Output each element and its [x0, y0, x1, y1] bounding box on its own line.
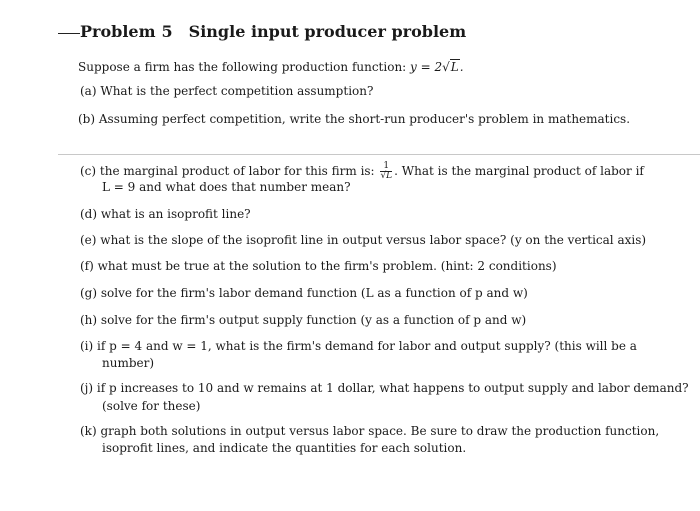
problem-title: Problem [80, 22, 156, 41]
question-c-line2: L = 9 and what does that number mean? [102, 180, 351, 194]
question-label: (a) [80, 84, 97, 98]
question-label: (g) [80, 286, 98, 300]
question-label: (f) [80, 259, 94, 273]
question-label: (i) [80, 339, 94, 353]
question-d [80, 207, 251, 222]
question-c [80, 162, 644, 181]
question-k [80, 424, 659, 439]
question-label: (e) [80, 233, 97, 247]
problem-number: 5 [161, 22, 173, 41]
question-label: (k) [80, 424, 97, 438]
question-b [78, 112, 630, 127]
question-h [80, 313, 526, 328]
question-j-line2: (solve for these) [102, 399, 201, 413]
question-text: if p = 4 and w = 1, what is the firm's demand for labor and output supply? (this will be a [97, 339, 637, 353]
question-a [80, 84, 373, 99]
question-i [80, 339, 637, 354]
cropped-dots [410, 0, 500, 4]
header-rule [58, 33, 80, 34]
question-label: (b) [78, 112, 96, 126]
question-text: What is the perfect competition assumption? [100, 84, 374, 98]
question-text: the marginal product of labor for this firm is: [99, 164, 375, 178]
problem-heading [80, 22, 466, 41]
question-text: solve for the firm's labor demand function (L as a function of p and w) [100, 286, 528, 300]
page-fold-divider [58, 154, 700, 155]
intro-text: Suppose a firm has the following production function: [78, 60, 407, 74]
question-f [80, 259, 557, 274]
question-label: (h) [80, 313, 98, 327]
question-j [80, 381, 689, 396]
question-text-cont: . What is the marginal product of labor if [394, 164, 644, 178]
question-text: Assuming perfect competition, write the short-run producer's problem in mathematics. [98, 112, 631, 126]
question-label: (d) [80, 207, 98, 221]
problem-subtitle: Single input producer problem [188, 22, 467, 41]
question-text: if p increases to 10 and w remains at 1 dollar, what happens to output supply and labor demand? [96, 381, 689, 395]
intro-line [78, 60, 464, 75]
question-text: what is an isoprofit line? [100, 207, 251, 221]
question-e [80, 233, 646, 248]
question-text: graph both solutions in output versus labor space. Be sure to draw the production function, [100, 424, 660, 438]
question-i-line2: number) [102, 356, 155, 370]
marginal-product-fraction: $\frac{1}{√L}$ [380, 161, 393, 181]
question-g [80, 286, 528, 301]
question-label: (c) [80, 164, 97, 178]
question-text: what is the slope of the isoprofit line in output versus labor space? (y on the vertical axis) [100, 233, 647, 247]
question-text: what must be true at the solution to the firm's problem. (hint: 2 conditions) [97, 259, 557, 273]
production-function: y = 2√L. [410, 60, 464, 74]
question-k-line2: isoprofit lines, and indicate the quantities for each solution. [102, 441, 467, 455]
question-label: (j) [80, 381, 94, 395]
question-text: solve for the firm's output supply function (y as a function of p and w) [100, 313, 527, 327]
